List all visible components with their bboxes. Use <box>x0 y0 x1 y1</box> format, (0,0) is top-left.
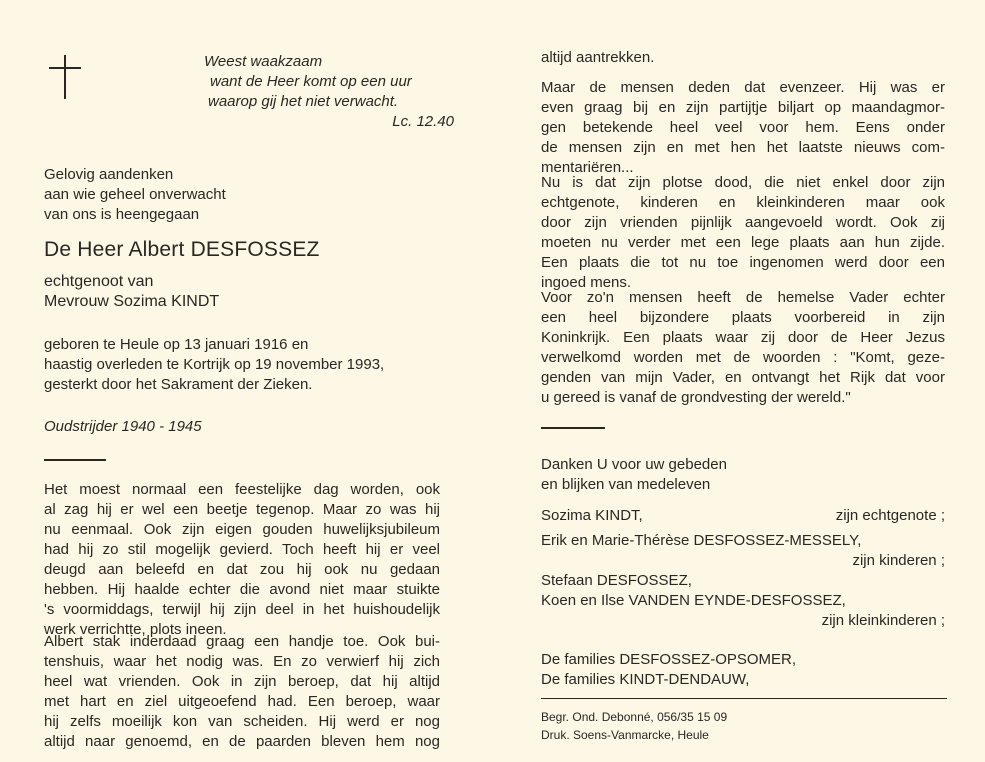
family-group-spouse <box>541 506 945 526</box>
text-line: u gereed is vanaf de grondvesting der wereld." <box>541 389 851 406</box>
text-line: de mensen zijn en met hen het laatste nieuws com- <box>541 139 945 156</box>
intro-line: van ons is heengegaan <box>44 206 200 223</box>
thanks-line: Danken U voor uw gebeden <box>541 456 727 473</box>
text-line: heel wat vrienden. Ook in zijn beroep, dat hij altijd <box>44 673 440 690</box>
text-line: een heel bijzondere plaats voorbereid in zijn <box>541 309 945 326</box>
paragraph-right-2 <box>541 173 945 293</box>
text-line: hebben. Hij haalde echter die avond niet maar stuikte <box>44 581 440 598</box>
text-line: Koninkrijk. Een plaats waar zij door de Heer Jezus <box>541 329 945 346</box>
family-name: Stefaan DESFOSSEZ, <box>541 572 692 589</box>
paragraph-right-3 <box>541 288 945 408</box>
intro-text <box>44 165 226 225</box>
dates-line: geboren te Heule op 13 januari 1916 en <box>44 336 309 353</box>
family-role: zijn kinderen ; <box>852 552 945 569</box>
text-line: hij zelfs moeilijk kon van scheiden. Hij werd er nog <box>44 713 440 730</box>
footer-credits <box>541 708 727 744</box>
quote-line: waarop gij het niet verwacht. <box>208 93 399 110</box>
text-line: moeten nu verder met een lege plaats aan hun zijde. <box>541 234 945 251</box>
deceased-name: De Heer Albert DESFOSSEZ <box>44 238 320 261</box>
family-role: zijn echtgenote ; <box>835 507 945 524</box>
family-name: Sozima KINDT, <box>541 507 643 524</box>
dates-line: haastig overleden te Kortrijk op 19 november 1993, <box>44 356 385 373</box>
text-line: door zijn vrienden pijnlijk aangevoeld wordt. Ook zij <box>541 214 945 231</box>
paragraph-right-1 <box>541 78 945 178</box>
text-line: tenshuis, waar het nodig was. En zo verwierf hij zich <box>44 653 440 670</box>
footer-rule <box>541 698 947 699</box>
text-line: mentariëren... <box>541 159 634 176</box>
text-line: genden van mijn Vader, en ontvangt het Rijk dat voor <box>541 369 945 386</box>
text-line: al zag hij er wel een beetje tegenop. Maar zo was hij <box>44 501 440 518</box>
printer-credit: Druk. Soens-Vanmarcke, Heule <box>541 728 709 742</box>
text-line: Maar de mensen deden dat evenzeer. Hij was er <box>541 79 945 96</box>
divider-right <box>541 427 605 429</box>
family-group-grandchildren <box>541 571 945 631</box>
spouse-name: Mevrouw Sozima KINDT <box>44 293 220 310</box>
text-line: met hart en ziel uitgeoefend had. Een beroep, waar <box>44 693 440 710</box>
thanks-text <box>541 455 727 495</box>
text-line: nu eenmaal. Ook zijn eigen gouden huwelijksjubileum <box>44 521 440 538</box>
family-name: Koen en Ilse VANDEN EYNDE-DESFOSSEZ, <box>541 592 846 609</box>
family-group-families <box>541 650 945 690</box>
intro-line: Gelovig aandenken <box>44 166 174 183</box>
text-line: 's voormiddags, terwijl hij zijn deel in het huishoudelijk <box>44 601 440 618</box>
text-line: echtgenote, kinderen en kleinkinderen maar ook <box>541 194 945 211</box>
text-line: altijd aantrekken. <box>541 49 655 66</box>
veteran-note: Oudstrijder 1940 - 1945 <box>44 418 202 435</box>
paragraph-right-0 <box>541 48 945 68</box>
family-name: Erik en Marie-Thérèse DESFOSSEZ-MESSELY, <box>541 532 862 549</box>
family-name: De families KINDT-DENDAUW, <box>541 671 750 688</box>
divider-left <box>44 459 106 461</box>
family-role: zijn kleinkinderen ; <box>821 612 945 629</box>
intro-line: aan wie geheel onverwacht <box>44 186 226 203</box>
undertaker-credit: Begr. Ond. Debonné, 056/35 15 09 <box>541 710 728 724</box>
family-name: De families DESFOSSEZ-OPSOMER, <box>541 651 797 668</box>
text-line: gen betekende heel veel voor hem. Eens onder <box>541 119 945 136</box>
text-line: Voor zo'n mensen heeft de hemelse Vader echter <box>541 289 945 306</box>
quote-line: Weest waakzaam <box>204 53 323 70</box>
paragraph-left-1 <box>44 480 440 640</box>
cross-horizontal-bar <box>49 67 81 69</box>
text-line: had hij zo stil mogelijk gevierd. Toch heeft hij er veel <box>44 541 440 558</box>
text-line: altijd naar genoemd, en de paarden bleven hem nog <box>44 733 440 750</box>
quote-reference: Lc. 12.40 <box>392 113 454 130</box>
text-line: deugd aan beleefd en dat zou hij ook nu gedaan <box>44 561 440 578</box>
text-line: Albert stak inderdaad graag een handje toe. Ook bui- <box>44 633 440 650</box>
bible-quote <box>204 52 454 132</box>
life-dates <box>44 335 384 395</box>
text-line: ingoed mens. <box>541 274 632 291</box>
text-line: even graag bij en zijn partijtje biljart op maandagmor- <box>541 99 945 116</box>
text-line: verwelkomd worden met de woorden : "Komt, geze- <box>541 349 945 366</box>
text-line: werk verrichtte, plots ineen. <box>44 621 227 638</box>
family-group-children <box>541 531 945 571</box>
quote-line: want de Heer komt op een uur <box>210 73 412 90</box>
dates-line: gesterkt door het Sakrament der Zieken. <box>44 376 313 393</box>
relation-label: echtgenoot van <box>44 273 154 290</box>
cross-vertical-bar <box>64 55 66 99</box>
thanks-line: en blijken van medeleven <box>541 476 711 493</box>
paragraph-left-2 <box>44 632 440 752</box>
text-line: Nu is dat zijn plotse dood, die niet enkel door zijn <box>541 174 945 191</box>
text-line: Het moest normaal een feestelijke dag worden, ook <box>44 481 440 498</box>
text-line: Een plaats die tot nu toe ingenomen werd door een <box>541 254 945 271</box>
